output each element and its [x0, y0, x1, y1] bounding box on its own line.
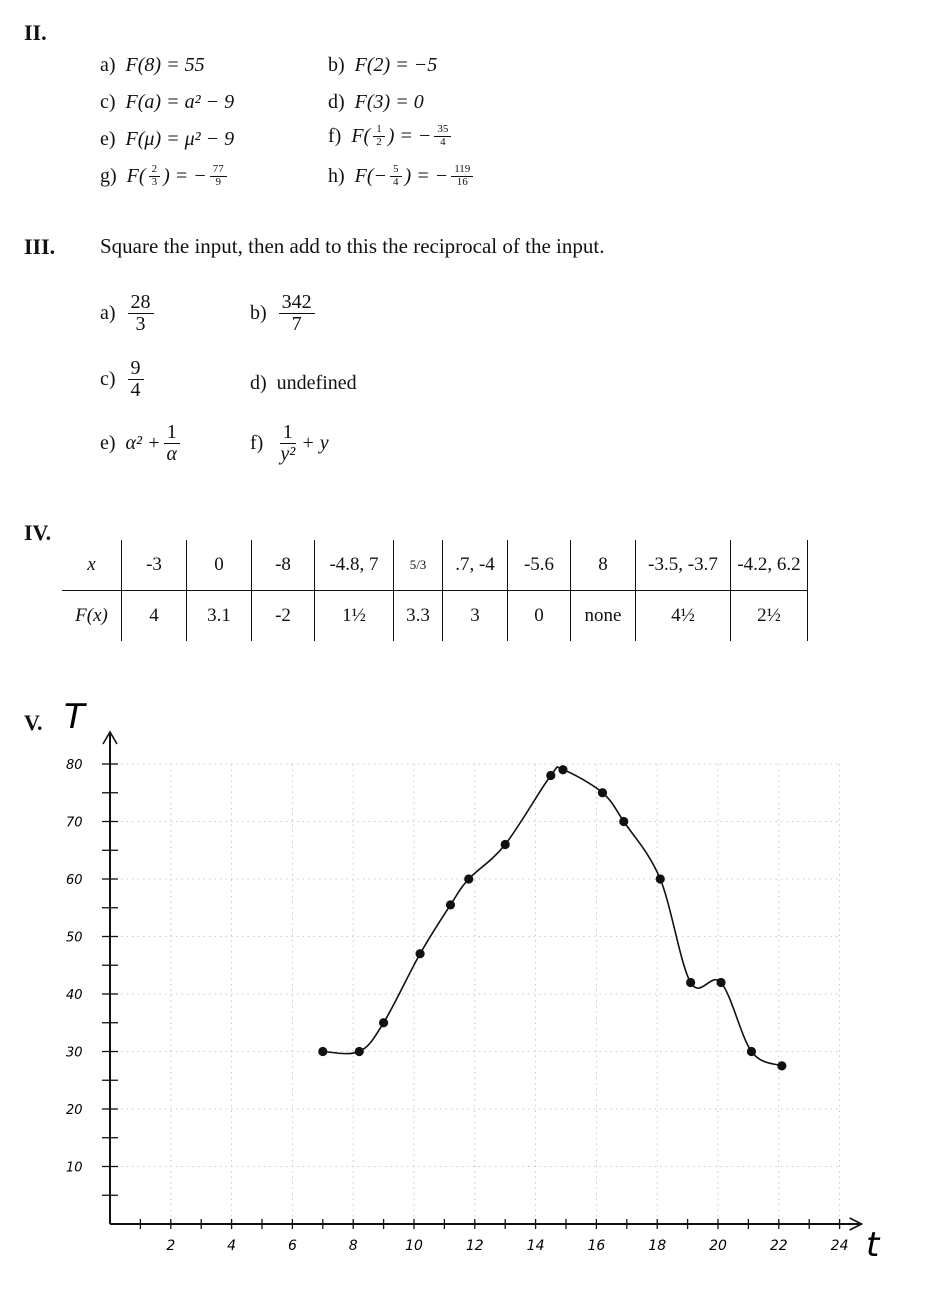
x-cell: -8 [252, 540, 315, 591]
graph-axes [103, 732, 862, 1230]
section-4-label: IV. [24, 520, 52, 545]
x-cell: -4.2, 6.2 [731, 540, 808, 591]
answer-2e: e) F(μ) = μ² − 9 [100, 128, 235, 150]
y-axis-label: T [64, 697, 85, 737]
x-cell: -5.6 [508, 540, 571, 591]
data-point [415, 949, 424, 958]
fx-cell: 2½ [731, 591, 808, 642]
data-point [558, 765, 567, 774]
data-point [598, 788, 607, 797]
answer-2g: g) F( $\frac{2}{3}$ ) = − $\frac{77}{9}$ [100, 164, 230, 188]
table-row-fx [62, 591, 808, 642]
y-tick-label: 60 [66, 873, 83, 888]
data-point [464, 874, 473, 883]
section-3-label: III. [24, 234, 56, 259]
answer-2a: a) F(8) = 55 [100, 54, 205, 76]
data-point [686, 978, 695, 987]
x-tick-label: 4 [227, 1238, 237, 1254]
x-cell: -3 [122, 540, 187, 591]
data-point [656, 874, 665, 883]
y-tick-label: 40 [66, 988, 83, 1003]
x-tick-label: 10 [405, 1238, 423, 1254]
data-point [716, 978, 725, 987]
y-tick-label: 80 [66, 758, 83, 773]
answer-2d: d) F(3) = 0 [328, 91, 424, 113]
x-tick-label: 22 [769, 1238, 788, 1254]
answer-3a: a) $\frac{28}{3}$ [100, 292, 157, 335]
y-tick-label: 70 [66, 815, 83, 831]
x-cell: -4.8, 7 [315, 540, 394, 591]
x-axis-label: t [866, 1225, 880, 1265]
x-tick-label: 8 [348, 1238, 358, 1254]
graph-tick-labels [66, 758, 849, 1254]
fx-cell: none [571, 591, 636, 642]
x-cell: .7, -4 [443, 540, 508, 591]
section-2-label: II. [24, 20, 47, 45]
temperature-graph [0, 690, 935, 1290]
fx-cell: 0 [508, 591, 571, 642]
x-tick-label: 6 [287, 1238, 297, 1254]
x-cell: 8 [571, 540, 636, 591]
answer-3b: b) $\frac{342}{7}$ [250, 292, 318, 335]
data-point [546, 771, 555, 780]
fx-cell: -2 [252, 591, 315, 642]
x-tick-label: 2 [166, 1238, 176, 1254]
fx-cell: 3.3 [394, 591, 443, 642]
x-cell: 5/3 [394, 540, 443, 591]
section-5-label: V. [24, 710, 43, 735]
data-point [747, 1047, 756, 1056]
data-point [446, 900, 455, 909]
fx-cell: 4½ [636, 591, 731, 642]
y-tick-label: 30 [66, 1045, 83, 1061]
answer-3d: d) undefined [250, 372, 357, 394]
answer-3e: e) α² + $\frac{1}{\alpha}$ [100, 422, 183, 465]
data-point [379, 1018, 388, 1027]
graph-grid [110, 764, 840, 1224]
x-tick-label: 24 [830, 1238, 849, 1254]
section-3-instruction: Square the input, then add to this the reciprocal of the input. [100, 234, 605, 258]
fx-cell: 3.1 [187, 591, 252, 642]
x-tick-label: 12 [465, 1238, 484, 1254]
data-point [619, 817, 628, 826]
fx-cell: 4 [122, 591, 187, 642]
y-tick-label: 50 [66, 930, 83, 946]
series-points [318, 765, 786, 1070]
answer-2b: b) F(2) = −5 [328, 54, 438, 76]
data-point [501, 840, 510, 849]
x-tick-label: 16 [587, 1238, 606, 1254]
answer-2f: f) F( $\frac{1}{2}$ ) = − $\frac{35}{4}$ [328, 124, 454, 148]
x-header: x [62, 540, 122, 591]
series-line [323, 767, 782, 1066]
x-tick-label: 20 [709, 1238, 727, 1254]
y-tick-label: 10 [66, 1160, 83, 1176]
x-cell: -3.5, -3.7 [636, 540, 731, 591]
answer-2c: c) F(a) = a² − 9 [100, 91, 235, 113]
answer-2h: h) F(− $\frac{5}{4}$ ) = − $\frac{119}{16}$ [328, 164, 476, 188]
function-table [62, 540, 808, 641]
data-point [355, 1047, 364, 1056]
fx-header: F(x) [75, 605, 108, 626]
data-point [318, 1047, 327, 1056]
table-row-x [62, 540, 808, 591]
data-point [777, 1061, 786, 1070]
fx-cell: 1½ [315, 591, 394, 642]
x-cell: 0 [187, 540, 252, 591]
answer-3f: f) $\frac{1}{\text{y²}}$ + y [250, 421, 329, 465]
x-tick-label: 18 [648, 1238, 667, 1254]
x-tick-label: 14 [526, 1238, 545, 1254]
answer-3c: c) $\frac{9}{4}$ [100, 358, 147, 401]
fx-cell: 3 [443, 591, 508, 642]
y-tick-label: 20 [66, 1103, 83, 1118]
